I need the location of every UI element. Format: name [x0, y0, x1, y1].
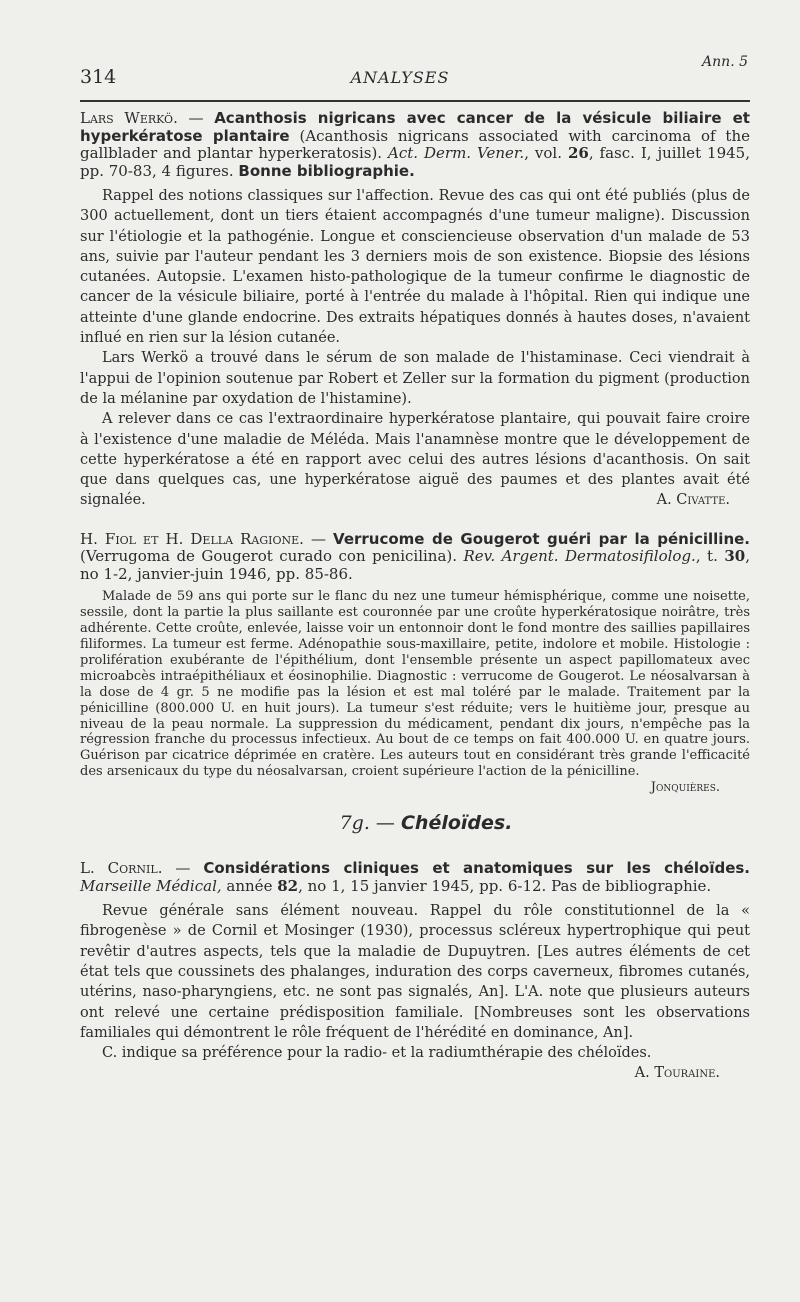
- page-number: 314: [80, 66, 117, 88]
- section-title: Chéloïdes.: [400, 812, 513, 835]
- section-heading: [80, 812, 750, 834]
- section-dash: —: [375, 812, 395, 835]
- article-1-translation: (Acanthosis nigricans associated with carcinoma of the gallblader and plantar hyperkeratosis).: [80, 126, 750, 162]
- article-3-title: Considérations cliniques et anatomiques sur les chéloïdes.: [203, 859, 750, 878]
- article-1-signature: A. Civatte.: [656, 492, 730, 509]
- article-3-volume: 82: [277, 876, 299, 895]
- article-2-heading: H. Fiol et H. Della Ragione. — Verrucome de Gougerot guéri par la pénicilline. (Verrugoma de Gougerot curado con penicilina). Rev. Argent. Dermatosifilolog., t. 30, no 1-2, janvier-juin 1946, pp. 85-86.: [80, 529, 750, 583]
- article-3-paragraph: Revue générale sans élément nouveau. Rappel du rôle constitutionnel de la « fibrogenèse » de Cornil et Mosinger (1930), processus scléreux hypertrophique qui peut revêtir d'autres aspects, tels que la maladie de Dupuytren. [Les autres éléments de cet état tels que coussinets des phalanges, induration des corps caverneux, fibromes cutanés, utérins, naso-pharyngiens, etc. ne sont pas signalés, An]. L'A. note que plusieurs auteurs ont relevé une certaine prédisposition familiale. [Nombreuses sont les observations familiales qui démontrent le rôle fréquent de l'hérédité en dominance, An].: [80, 903, 750, 1041]
- article-1-volume: 26: [567, 144, 589, 162]
- article-1-heading: Lars Werkö. — Acanthosis nigricans avec cancer de la vésicule biliaire et hyperkératose plantaire (Acanthosis nigricans associated with carcinoma of the gallblader and plantar hyperkeratosis). Act. Derm. Vener., vol. 26, fasc. I, juillet 1945, pp. 70-83, 4 figures. Bonne bibliographie.: [80, 109, 750, 180]
- article-2-volume: 30: [724, 547, 746, 566]
- article-3-paragraph: C. indique sa préférence pour la radio- et la radiumthérapie des chéloïdes.: [102, 1045, 652, 1062]
- article-2-title: Verrucome de Gougerot guéri par la pénicilline.: [333, 529, 750, 548]
- article-2-paragraph: Malade de 59 ans qui porte sur le flanc du nez une tumeur hémisphérique, comme une noisette, sessile, dont la partie la plus saillante est couronnée par une croûte hyperkératosique noirâtre, très adhérente. Cette croûte, enlevée, laisse voir un entonnoir dont le fond montre des saillies papillaires filiformes. La tumeur est ferme. Adénopathie sous-maxillaire, petite, indolore et mobile. Histologie : prolifération exubérante de l'épithélium, dont l'ensemble présente un aspect papillomateux avec microabcès intraépithéliaux et éosinophilie. Diagnostic : verrucome de Gougerot. Le néosalvarsan à la dose de 4 gr. 5 ne modifie pas la lésion et est mal toléré par le malade. Traitement par la pénicilline (800.000 U. en huit jours). La tumeur s'est réduite; vers le huitième jour, presque au niveau de la peau normale. La suppression du médicament, pendant dix jours, n'empêche pas la régression franche du processus infectieux. Au bout de ce temps on fait 400.000 U. en quatre jours. Guérison par cicatrice déprimée en cratère. Les auteurs tout en considérant très grande l'efficacité des arsenicaux du type du néosalvarsan, croient supérieure l'action de la pénicilline.: [80, 589, 750, 780]
- article-3-authors: L. Cornil.: [80, 859, 163, 878]
- article-1-bibliography: Bonne bibliographie.: [238, 161, 415, 180]
- article-1-title: Acanthosis nigricans avec cancer de la vésicule biliaire et hyperkératose plantaire: [80, 109, 750, 145]
- article-1-paragraph: Rappel des notions classiques sur l'affection. Revue des cas qui ont été publiés (plus de 300 actuellement, dont un tiers étaient accompagnés d'une tumeur maligne). Discussion sur l'étiologie et la pathogénie. Longue et consciencieuse observation d'un malade de 53 ans, suivie par l'auteur pendant les 3 derniers mois de son existence. Biopsie des lésions cutanées. Autopsie. L'examen histo-pathologique de la tumeur confirme le diagnostic de cancer de la vésicule biliaire, porté à l'entrée du malade à l'hôpital. Rien qui indique une atteinte d'une glande endocrine. Des extraits hépatiques donnés à hautes doses, n'avaient influé en rien sur la lésion cutanée.: [80, 188, 750, 347]
- page-content: [80, 110, 750, 1084]
- article-2-signature: Jonquières.: [650, 780, 720, 796]
- article-1-citation: , fasc. I, juillet 1945, pp. 70-83, 4 figures.: [80, 144, 750, 180]
- article-3-heading: L. Cornil. — Considérations cliniques et anatomiques sur les chéloïdes. Marseille Médical, année 82, no 1, 15 janvier 1945, pp. 6-12. Pas de bibliographie.: [80, 859, 750, 895]
- article-1-paragraph: A relever dans ce cas l'extraordinaire hyperkératose plantaire, qui pouvait faire croire à l'existence d'une maladie de Méléda. Mais l'anamnèse montre que le développement de cette hyperkératose a été en rapport avec celui des autres lésions d'acanthosis. On sait que dans quelques cas, une hyperkératose aiguë des paumes et des plantes avait été signalée. A. Civatte.: [80, 409, 750, 510]
- article-3-journal: Marseille Médical,: [80, 876, 222, 895]
- article-1-journal: Act. Derm. Vener.: [388, 144, 525, 162]
- header-rule: [80, 100, 750, 102]
- article-2-translation: (Verrugoma de Gougerot curado con penicilina).: [80, 547, 458, 566]
- article-2-citation: , no 1-2, janvier-juin 1946, pp. 85-86.: [80, 547, 750, 583]
- running-head: ANALYSES: [350, 68, 450, 87]
- article-3-signature: A. Touraine.: [634, 1065, 720, 1082]
- section-number: 7g.: [339, 812, 370, 835]
- article-1-authors: Lars Werkö.: [80, 109, 178, 127]
- journal-label: Ann. 5: [702, 54, 748, 70]
- article-1-paragraph: Lars Werkö a trouvé dans le sérum de son malade de l'histaminase. Ceci viendrait à l'appui de l'opinion soutenue par Robert et Zeller sur la formation du pigment (production de la mélanine par oxydation de l'histamine).: [80, 350, 750, 407]
- article-2-authors: H. Fiol et H. Della Ragione.: [80, 529, 304, 548]
- article-2-journal: Rev. Argent. Dermatosifilolog.: [463, 547, 696, 566]
- article-3-citation: , no 1, 15 janvier 1945, pp. 6-12. Pas de bibliographie.: [298, 876, 712, 895]
